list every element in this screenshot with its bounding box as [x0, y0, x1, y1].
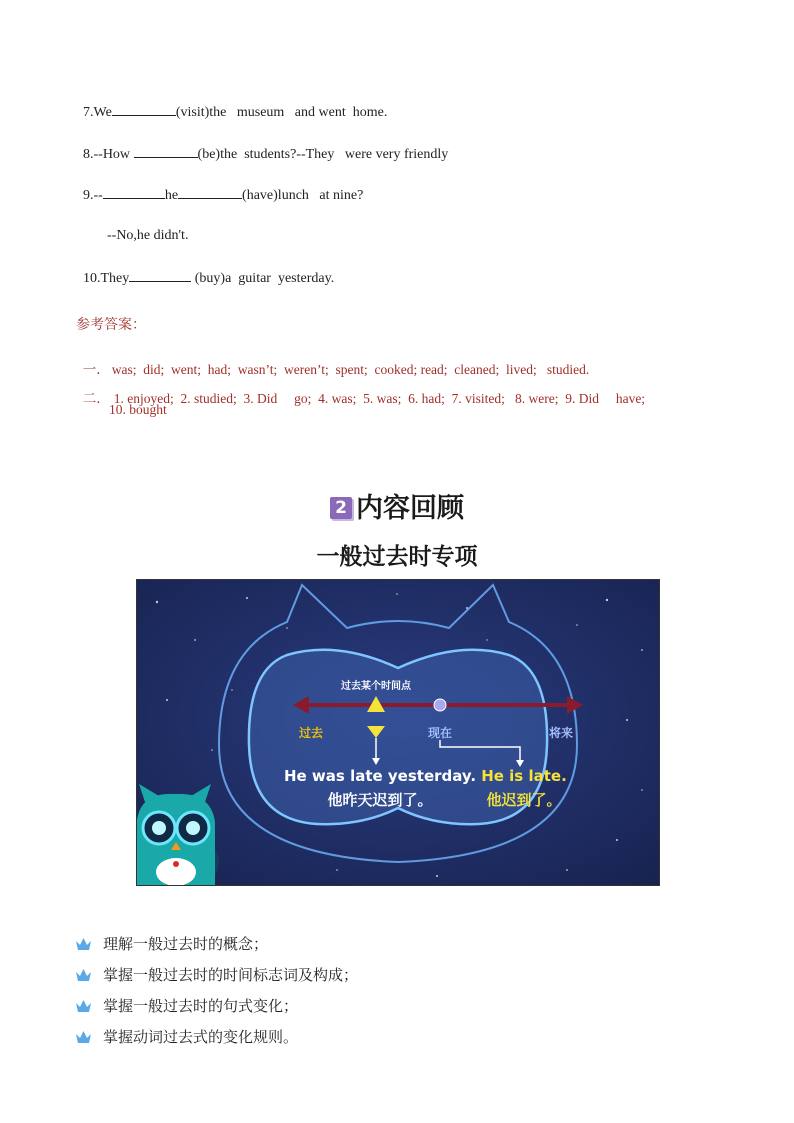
answer-blank[interactable]: [103, 185, 165, 199]
past-label: 过去: [298, 726, 324, 740]
section-title: 2 内容回顾: [0, 486, 794, 525]
example2-english: He is late.: [481, 767, 567, 785]
answer-blank[interactable]: [178, 185, 242, 199]
example2-chinese: 他迟到了。: [486, 791, 562, 809]
question-9-response: --No,he didn't.: [107, 228, 189, 243]
answers-part2-line2: 10. bought: [109, 402, 167, 417]
list-item: 掌握动词过去式的变化规则。: [76, 1021, 358, 1052]
future-label: 将来: [548, 726, 574, 740]
list-item: 掌握一般过去时的时间标志词及构成；: [76, 959, 358, 990]
answer-blank[interactable]: [112, 102, 176, 116]
question-9: 9.-- he (have)lunch at nine?: [76, 167, 363, 205]
crown-bullet-icon: [76, 969, 91, 981]
question-10: 10.They (buy)a guitar yesterday.: [76, 250, 334, 288]
now-point-marker: [434, 699, 446, 711]
answers-part2-marker: 二．: [82, 391, 110, 407]
question-8: 8.--How (be)the students?--They were very friendly: [76, 126, 448, 164]
answers-part1-marker: 一．: [82, 362, 110, 378]
section-subtitle: 一般过去时专项: [316, 544, 478, 570]
answer-blank[interactable]: [129, 268, 191, 282]
list-item: 理解一般过去时的概念；: [76, 928, 358, 959]
answers-part2: 二． 1. enjoyed; 2. studied; 3. Did go; 4. was; 5. was; 6. had; 7. visited; 8. were; 9. Did have;: [82, 391, 646, 407]
section-number-badge: 2: [330, 497, 352, 519]
timeline-figure: [136, 579, 660, 886]
answers-heading: 参考答案：: [76, 317, 146, 333]
answers-part1: 一． was; did; went; had; wasn’t; weren’t; spent; cooked; read; cleaned; lived; studied.: [82, 362, 590, 378]
timeline-illustration: [137, 580, 659, 885]
objectives-list: [76, 928, 358, 1052]
answer-blank[interactable]: [134, 144, 198, 158]
list-item: 掌握一般过去时的句式变化；: [76, 990, 358, 1021]
question-7: 7.We (visit)the museum and went home.: [76, 84, 387, 122]
now-label: 现在: [427, 726, 453, 740]
crown-bullet-icon: [76, 1031, 91, 1043]
example1-chinese: 他昨天迟到了。: [327, 791, 433, 809]
crown-bullet-icon: [76, 938, 91, 950]
example1-english: He was late yesterday.: [283, 767, 477, 785]
timeline-label: 过去某个时间点: [341, 681, 411, 692]
crown-bullet-icon: [76, 1000, 91, 1012]
